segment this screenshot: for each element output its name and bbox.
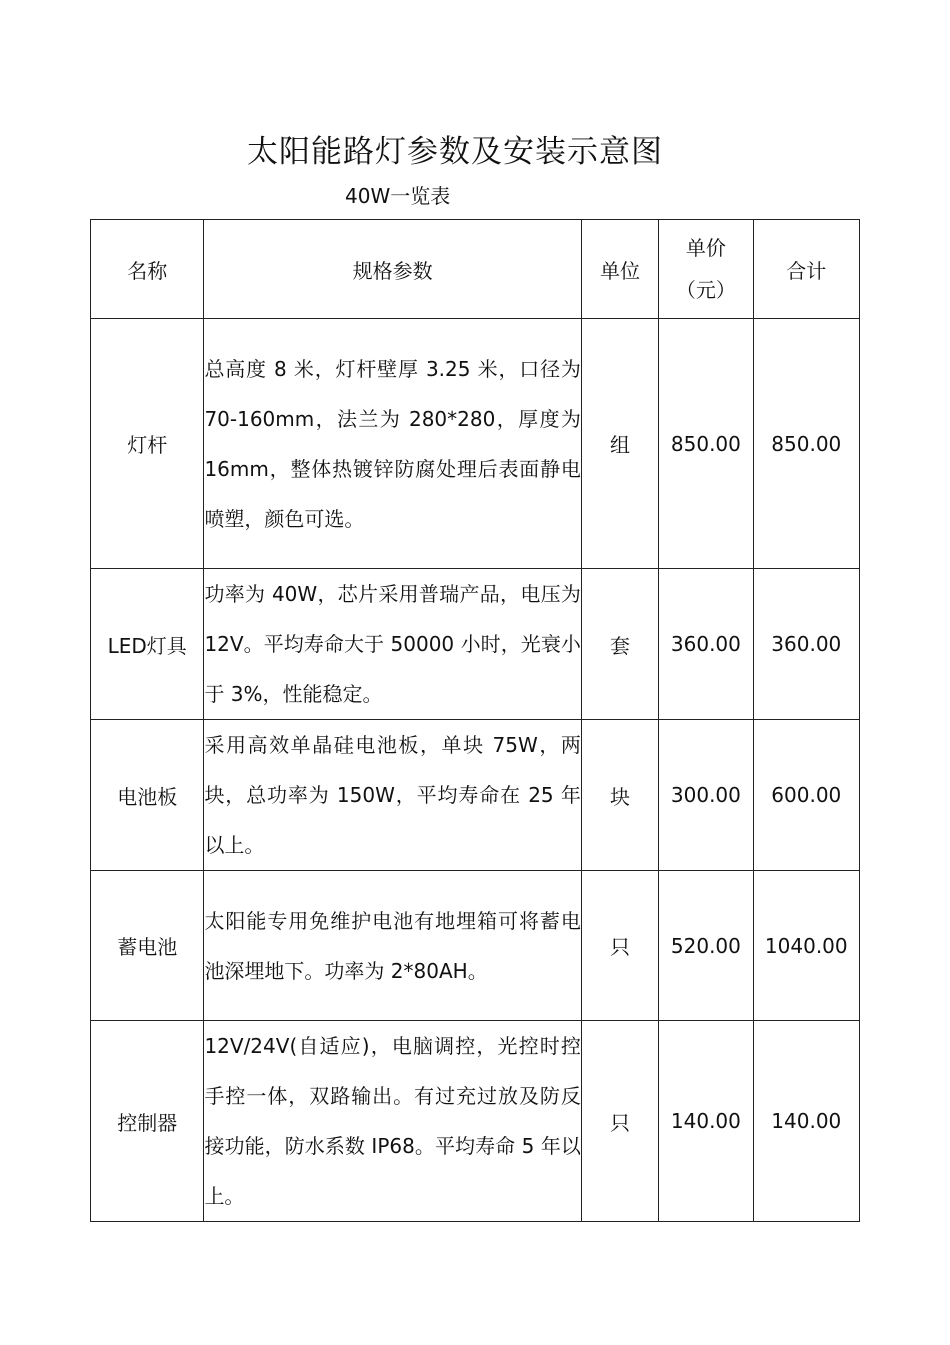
header-spec: 规格参数	[204, 220, 581, 319]
row-price: 360.00	[659, 569, 753, 720]
row-spec: 功率为 40W，芯片采用普瑞产品，电压为 12V。平均寿命大于 50000 小时，光衰小于 3%，性能稳定。	[204, 569, 581, 720]
table-row	[91, 720, 860, 871]
row-total: 140.00	[753, 1021, 859, 1222]
table-subtitle: 40W一览表	[345, 184, 451, 208]
row-price: 850.00	[659, 319, 753, 569]
header-unit: 单位	[581, 220, 658, 319]
row-spec: 12V/24V(自适应)，电脑调控，光控时控手控一体，双路输出。有过充过放及防反接功能，防水系数 IP68。平均寿命 5 年以上。	[204, 1021, 581, 1222]
row-unit: 只	[581, 871, 658, 1021]
row-name: 控制器	[91, 1021, 204, 1222]
table-row	[91, 319, 860, 569]
row-total: 600.00	[753, 720, 859, 871]
header-price-line2: （元）	[675, 278, 736, 302]
row-name: 灯杆	[91, 319, 204, 569]
row-spec: 总高度 8 米，灯杆壁厚 3.25 米，口径为 70-160mm，法兰为 280*280，厚度为 16mm，整体热镀锌防腐处理后表面静电喷塑，颜色可选。	[204, 319, 581, 569]
row-unit: 块	[581, 720, 658, 871]
row-total: 360.00	[753, 569, 859, 720]
row-price: 520.00	[659, 871, 753, 1021]
row-total: 850.00	[753, 319, 859, 569]
table-header-row	[91, 220, 860, 319]
row-unit: 套	[581, 569, 658, 720]
row-price: 140.00	[659, 1021, 753, 1222]
row-total: 1040.00	[753, 871, 859, 1021]
row-price: 300.00	[659, 720, 753, 871]
table-row	[91, 569, 860, 720]
spec-table	[90, 219, 860, 1222]
row-spec: 太阳能专用免维护电池有地埋箱可将蓄电池深埋地下。功率为 2*80AH。	[204, 871, 581, 1021]
row-name: 蓄电池	[91, 871, 204, 1021]
row-spec: 采用高效单晶硅电池板，单块 75W，两块，总功率为 150W，平均寿命在 25 年以上。	[204, 720, 581, 871]
header-price	[659, 220, 753, 319]
header-total: 合计	[753, 220, 859, 319]
header-price-line1: 单价	[685, 236, 726, 260]
table-row	[91, 1021, 860, 1222]
row-unit: 组	[581, 319, 658, 569]
row-name: 电池板	[91, 720, 204, 871]
header-name: 名称	[91, 220, 204, 319]
row-unit: 只	[581, 1021, 658, 1222]
document-title: 太阳能路灯参数及安装示意图	[247, 134, 663, 170]
table-row	[91, 871, 860, 1021]
row-name: LED灯具	[91, 569, 204, 720]
